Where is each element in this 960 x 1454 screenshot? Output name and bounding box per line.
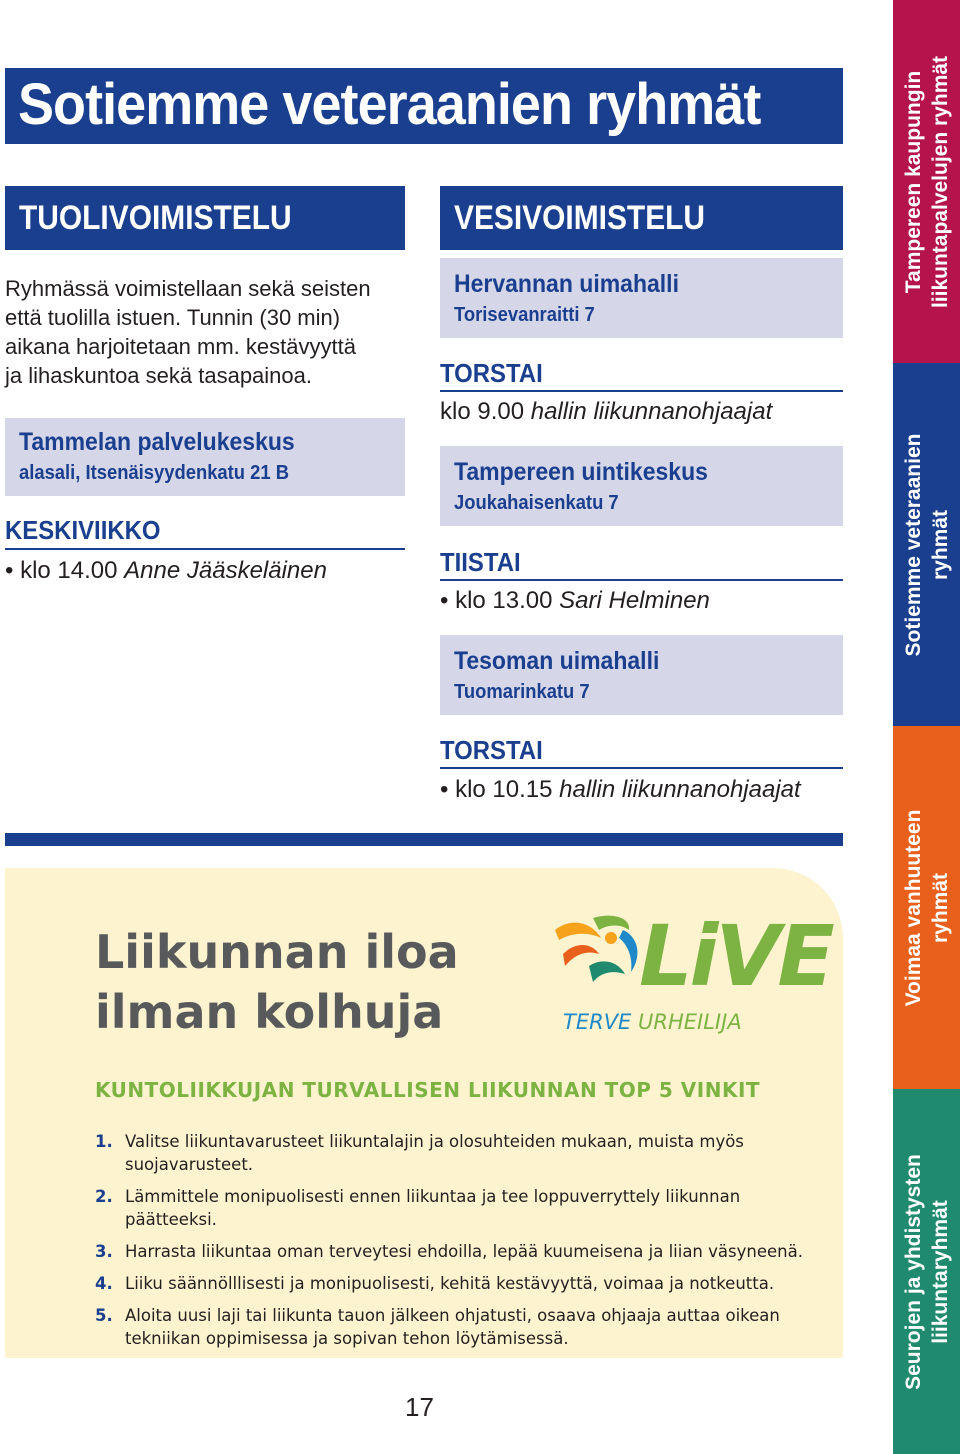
- day-label: TIISTAI: [440, 547, 521, 577]
- list-item: [95, 1130, 835, 1176]
- slogan-line: ilman kolhuja: [95, 985, 444, 1039]
- description-line: Ryhmässä voimistellaan sekä seisten: [5, 276, 371, 301]
- instructor: Anne Jääskeläinen: [124, 557, 327, 584]
- side-tab-sotiemme-veteraanien[interactable]: [893, 363, 960, 726]
- location-name: Hervannan uimahalli: [454, 270, 679, 298]
- location-box: [440, 446, 843, 526]
- location-address: Joukahaisenkatu 7: [454, 492, 619, 514]
- day-label: TORSTAI: [440, 358, 543, 388]
- instructor: hallin liikunnanohjaajat: [559, 776, 801, 803]
- tips-heading: KUNTOLIIKKUJAN TURVALLISEN LIIKUNNAN TOP 5 VINKIT: [95, 1078, 761, 1102]
- list-item: [95, 1185, 835, 1231]
- logo-word: LiVE: [639, 907, 832, 1005]
- tip-number: 1.: [95, 1132, 113, 1151]
- divider: [5, 548, 405, 550]
- location-address: Tuomarinkatu 7: [454, 681, 590, 703]
- side-tab-line: Sotiemme veteraanien: [901, 433, 925, 656]
- live-logo: [553, 907, 832, 1040]
- location-address: alasali, Itsenäisyydenkatu 21 B: [19, 462, 290, 484]
- page-number: 17: [405, 1392, 434, 1422]
- tips-list: [95, 1130, 835, 1359]
- section-header-label: TUOLIVOIMISTELU: [19, 199, 292, 237]
- slogan: [95, 922, 459, 1042]
- instructor: Sari Helminen: [559, 587, 710, 614]
- tip-number: 3.: [95, 1242, 113, 1261]
- side-tab-label: [900, 55, 954, 307]
- tip-text: Liiku säännölllisesti ja monipuolisesti, kehitä kestävyyttä, voimaa ja notkeutta.: [125, 1274, 775, 1293]
- section-header-tuolivoimistelu: [5, 186, 405, 250]
- side-tab-seurojen-ja-yhdistysten[interactable]: [893, 1089, 960, 1454]
- logo-tagline-2: URHEILIJA: [638, 1010, 742, 1034]
- description: [5, 274, 405, 390]
- instructor: hallin liikunnanohjaajat: [530, 398, 773, 425]
- time: • klo 14.00: [5, 557, 125, 584]
- time-line: [440, 586, 710, 616]
- side-tab-line: Voimaa vanhuuteen: [901, 809, 925, 1006]
- side-tab-voimaa-vanhuuteen[interactable]: [893, 726, 960, 1089]
- side-tab-line: ryhmät: [928, 509, 952, 580]
- divider: [440, 579, 843, 581]
- location-box: [440, 635, 843, 715]
- logo-tagline-1: TERVE: [563, 1010, 632, 1034]
- logo-tagline: [563, 1010, 742, 1034]
- side-tab-label: [900, 1154, 954, 1390]
- day-label: TORSTAI: [440, 735, 543, 765]
- tip-text: Aloita uusi laji tai liikunta tauon jälkeen ohjatusti, osaava ohjaaja auttaa oikean tekniikan oppimisessa ja sopivan tehon löytämisessä.: [125, 1306, 780, 1348]
- description-line: että tuolilla istuen. Tunnin (30 min): [5, 305, 341, 330]
- divider: [440, 767, 843, 769]
- time: • klo 13.00: [440, 587, 560, 614]
- section-header-vesivoimistelu: [440, 186, 843, 250]
- location-box: [440, 258, 843, 338]
- list-item: [95, 1304, 835, 1350]
- side-tab-line: ryhmät: [928, 872, 952, 943]
- tip-number: 2.: [95, 1187, 113, 1206]
- slogan-line: Liikunnan iloa: [95, 925, 459, 979]
- divider-bar: [5, 833, 843, 846]
- location-address: Torisevanraitti 7: [454, 304, 595, 326]
- side-tab-tampereen-kaupungin[interactable]: [893, 0, 960, 363]
- side-tab-line: Seurojen ja yhdistysten: [901, 1153, 925, 1390]
- time-line: [440, 397, 772, 427]
- page-title: Sotiemme veteraanien ryhmät: [18, 72, 761, 137]
- side-tab-label: [900, 809, 954, 1006]
- tip-number: 4.: [95, 1274, 113, 1293]
- tip-text: Lämmittele monipuolisesti ennen liikuntaa ja tee loppuverryttely liikunnan päätteeksi.: [125, 1187, 741, 1229]
- divider: [440, 390, 843, 392]
- tip-text: Harrasta liikuntaa oman terveytesi ehdoilla, lepää kuumeisena ja liian väsyneenä.: [125, 1242, 803, 1261]
- time: • klo 10.15: [440, 776, 560, 803]
- side-tab-line: liikuntaryhmät: [928, 1199, 952, 1344]
- tip-text: Valitse liikuntavarusteet liikuntalajin ja olosuhteiden mukaan, muista myös suojavarusteet.: [125, 1132, 744, 1174]
- time: klo 9.00: [440, 398, 531, 425]
- side-tab-line: liikuntapalvelujen ryhmät: [928, 55, 952, 308]
- side-tab-line: Tampereen kaupungin: [901, 70, 925, 293]
- time-line: [440, 775, 801, 805]
- description-line: aikana harjoitetaan mm. kestävyyttä: [5, 334, 356, 359]
- tip-number: 5.: [95, 1306, 113, 1325]
- location-name: Tesoman uimahalli: [454, 647, 660, 675]
- time-line: [5, 556, 327, 586]
- description-line: ja lihaskuntoa sekä tasapainoa.: [5, 363, 312, 388]
- day-label: KESKIVIIKKO: [5, 515, 161, 545]
- location-name: Tampereen uintikeskus: [454, 458, 708, 486]
- location-box: [5, 418, 405, 496]
- location-name: Tammelan palvelukeskus: [19, 428, 295, 456]
- list-item: [95, 1240, 835, 1263]
- section-header-label: VESIVOIMISTELU: [454, 199, 706, 237]
- list-item: [95, 1272, 835, 1295]
- side-tab-label: [900, 433, 954, 656]
